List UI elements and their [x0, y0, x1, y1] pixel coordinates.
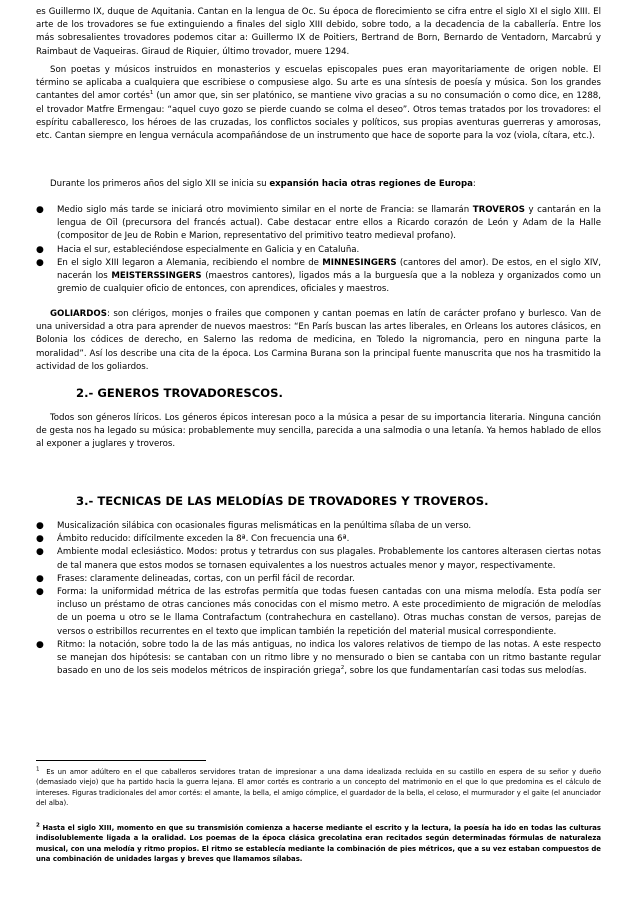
- list-item-text: y cantarán en la lengua de Oïl (precursora del francés actual). Cabe destacar entre ellos a Ricardo corazón de León y Adam de la Halle (compositor de Jeu de Robin e Marion, representativo del primitivo teatro medieval profano).: [57, 205, 601, 242]
- bullet-icon: ●: [36, 521, 44, 531]
- goliardos-term: GOLIARDOS: [50, 309, 107, 319]
- footnote-2: [36, 823, 601, 864]
- tecnicas-list: [36, 520, 601, 678]
- list-item: [36, 244, 601, 257]
- paragraph-trovadores-intro: es Guillermo IX, duque de Aquitania. Cantan en la lengua de Oc. Su época de florecimiento se cifra entre el siglo XI el siglo XIII. El arte de los trovadores se fue extinguiendo a finales del siglo XIII debido, sobre todo, a la decadencia de la caballería. Entre los más sobresalientes trovadores podemos citar a: Guillermo IX de Poitiers, Bertrand de Born, Bernardo de Ventadorn, Marcabrú y Raimbaut de Vaqueiras. Giraud de Riquier, último trovador, muere 1294.: [36, 7, 601, 57]
- list-item-text: Forma: la uniformidad métrica de las estrofas permitía que todas fuesen cantadas con una misma melodía. Esta podía ser incluso un préstamo de otras canciones más conocidas con el mismo metro. A este procedimiento de migración de melodías de un poema u otro se le llama Contrafactum (contrahechura en castellano). Otras muchas constan de versos, parejas de versos o estribillos recurrentes en el texto que implican también la repetición del material musical correspondiente.: [57, 587, 601, 637]
- list-item-text: Hacia el sur, estableciéndose especialmente en Galicia y en Cataluña.: [57, 244, 360, 255]
- footnote-divider: [36, 760, 206, 761]
- minnesingers-term: MINNESINGERS: [322, 257, 397, 268]
- list-item-text: Frases: claramente delineadas, cortas, con un perfil fácil de recordar.: [57, 573, 355, 584]
- expansion-emphasis: expansión hacia otras regiones de Europa: [269, 179, 473, 189]
- list-item: [36, 586, 601, 639]
- footnote-1-text: Es un amor adúltero en el que caballeros servidores tratan de impresionar a una dama idealizada recluida en su castillo en espera de su señor y dueño (demasiado viejo) que ha partido hacia la guerra lejana. El amor cortés es contrario a un concepto del matrimonio en el que lo que predomina es el cálculo de intereses. Figuras tradicionales del amor cortés: el amante, la bella, el amigo cómplice, el guardador de la bella, el celoso, el murmurador y el gaite (el anunciador del alba).: [36, 768, 601, 807]
- list-item-text: Ámbito reducido: difícilmente exceden la 8ª. Con frecuencia una 6ª.: [57, 534, 350, 545]
- paragraph-poetas-musicos: [36, 64, 601, 143]
- list-item: [36, 546, 601, 572]
- footnote-ref-1[interactable]: 1: [149, 90, 154, 97]
- paragraph-poetas-text-cont: (un amor que, sin ser platónico, se mantiene vivo gracias a su no consumación o como dice, en 1288, el trovador Matfre Ermengau: “aquel cuyo gozo se pierde cuando se colma el deseo”. Otros temas tratados por los trovadores: el espíritu caballeresco, los héroes de las cruzadas, los conflictos sociales y políticos, sus propias aventuras guerreras y amorosas, etc. Cantan siempre en lengua vernácula acompañándose de un instrumento que hace de soporte para la voz (viola, cítara, etc.).: [36, 91, 601, 142]
- bullet-icon: ●: [36, 257, 44, 268]
- bullet-icon: ●: [36, 534, 44, 545]
- bullet-icon: ●: [36, 587, 44, 598]
- list-item: [36, 204, 601, 244]
- footnote-ref-2[interactable]: 2: [340, 665, 345, 672]
- list-item-text: Musicalización silábica con ocasionales figuras melismáticas en la penúltima sílaba de un verso.: [57, 521, 472, 531]
- paragraph-expansion: [36, 178, 601, 191]
- paragraph-generos: Todos son géneros líricos. Los géneros épicos interesan poco a la música a pesar de su importancia literaria. Ninguna canción de gesta nos ha legado su música: probablemente muy sencilla, parecida a una salmodia o una letanía. Ya hemos hablado de ellos al exponer a juglares y troveros.: [36, 413, 601, 450]
- expansion-colon: :: [472, 179, 476, 189]
- list-item-text: Ambiente modal eclesiástico. Modos: protus y tetrardus con sus plagales. Probablemente los cantores alterasen ciertas notas de tal manera que estos modos se tornasen equivalentes a los nuestros actuales menor y mayor, respectivamente.: [57, 547, 601, 571]
- meisterssingers-term: MEISTERSSINGERS: [111, 271, 202, 282]
- list-item: [36, 573, 601, 586]
- footnote-mark-1: 1: [36, 766, 40, 773]
- goliardos-text: : son clérigos, monjes o frailes que componen y cantan poemas en latín de carácter profano y burlesco. Van de una universidad a otra para aprender de nuevos maestros: “En París buscan las artes liberales, en Orleans los autores clásicos, en Bolonia los códices de derecho, en Salerno las redoma de medicina, en Toledo la nigromancia, pero en ninguna parte la moralidad”. Así los describe una cita de la época. Los Carmina Burana son la principal fuente manuscrita que nos ha trasmitido la actividad de los goliardos.: [36, 309, 601, 372]
- expansion-list: [36, 204, 601, 296]
- list-item-text: Ritmo: la notación, sobre todo la de las más antiguas, no indica los valores relativos de tiempo de las notas. A este respecto se manejan dos hipótesis: se cantaban con un ritmo libre y no mensurado o bien se cantaba con un ritmo bastante regular basado en uno de los seis modelos métricos de inspiración griega: [57, 639, 601, 677]
- bullet-icon: ●: [36, 573, 44, 584]
- expansion-text: Durante los primeros años del siglo XII se inicia su: [50, 179, 270, 189]
- section-heading-tecnicas: 3.- TECNICAS DE LAS MELODÍAS DE TROVADORES Y TROVEROS.: [76, 494, 489, 508]
- bullet-icon: ●: [36, 547, 44, 558]
- bullet-icon: ●: [36, 639, 44, 650]
- list-item: [36, 533, 601, 546]
- list-item-text: (maestros cantores), ligados más a la burguesía que a la nobleza y organizados como un gremio de cualquier oficio de entonces, con aprendices, oficiales y maestros.: [57, 271, 601, 295]
- list-item-text: Medio siglo más tarde se iniciará otro movimiento similar en el norte de Francia: se llamarán: [57, 205, 473, 215]
- troveros-term: TROVEROS: [472, 205, 525, 215]
- bullet-icon: ●: [36, 205, 44, 215]
- footnote-2-text: Hasta el siglo XIII, momento en que su transmisión comienza a hacerse mediante el escrito y la lectura, la poesía ha ido en todas las culturas indisolublemente ligada a la oralidad. Los poemas de la época clásica grecolatina eran recitados según determinadas fórmulas de naturaleza musical, con una melodía y ritmo propios. El ritmo se establecía mediante la combinación de pies métricos, que a su vez estaban compuestos de una combinación de unidades largas y breves que llamamos sílabas.: [36, 824, 601, 863]
- list-item: [36, 639, 601, 679]
- paragraph-poetas-text: Son poetas y músicos instruidos en monasterios y escuelas episcopales pues eran mayoritariamente de origen noble. El término se aplicaba a cualquiera que escribiese o compusiese algo. Su arte es una síntesis de poesía y música. Son los grandes cantantes del amor cortés: [36, 65, 601, 102]
- list-item: [36, 257, 601, 297]
- footnote-1: [36, 767, 601, 808]
- footnote-mark-2: 2: [36, 822, 40, 829]
- list-item-text: , sobre los que fundamentarían casi todas sus melodías.: [344, 666, 587, 677]
- bullet-icon: ●: [36, 244, 44, 255]
- list-item-text: En el siglo XIII legaron a Alemania, recibiendo el nombre de: [57, 257, 323, 268]
- section-heading-generos: 2.- GENEROS TROVADORESCOS.: [76, 386, 283, 400]
- list-item-text: (cantores del amor). De estos, en el siglo XIV, nacerán los: [57, 257, 601, 282]
- list-item: [36, 520, 601, 533]
- paragraph-goliardos: [36, 308, 601, 374]
